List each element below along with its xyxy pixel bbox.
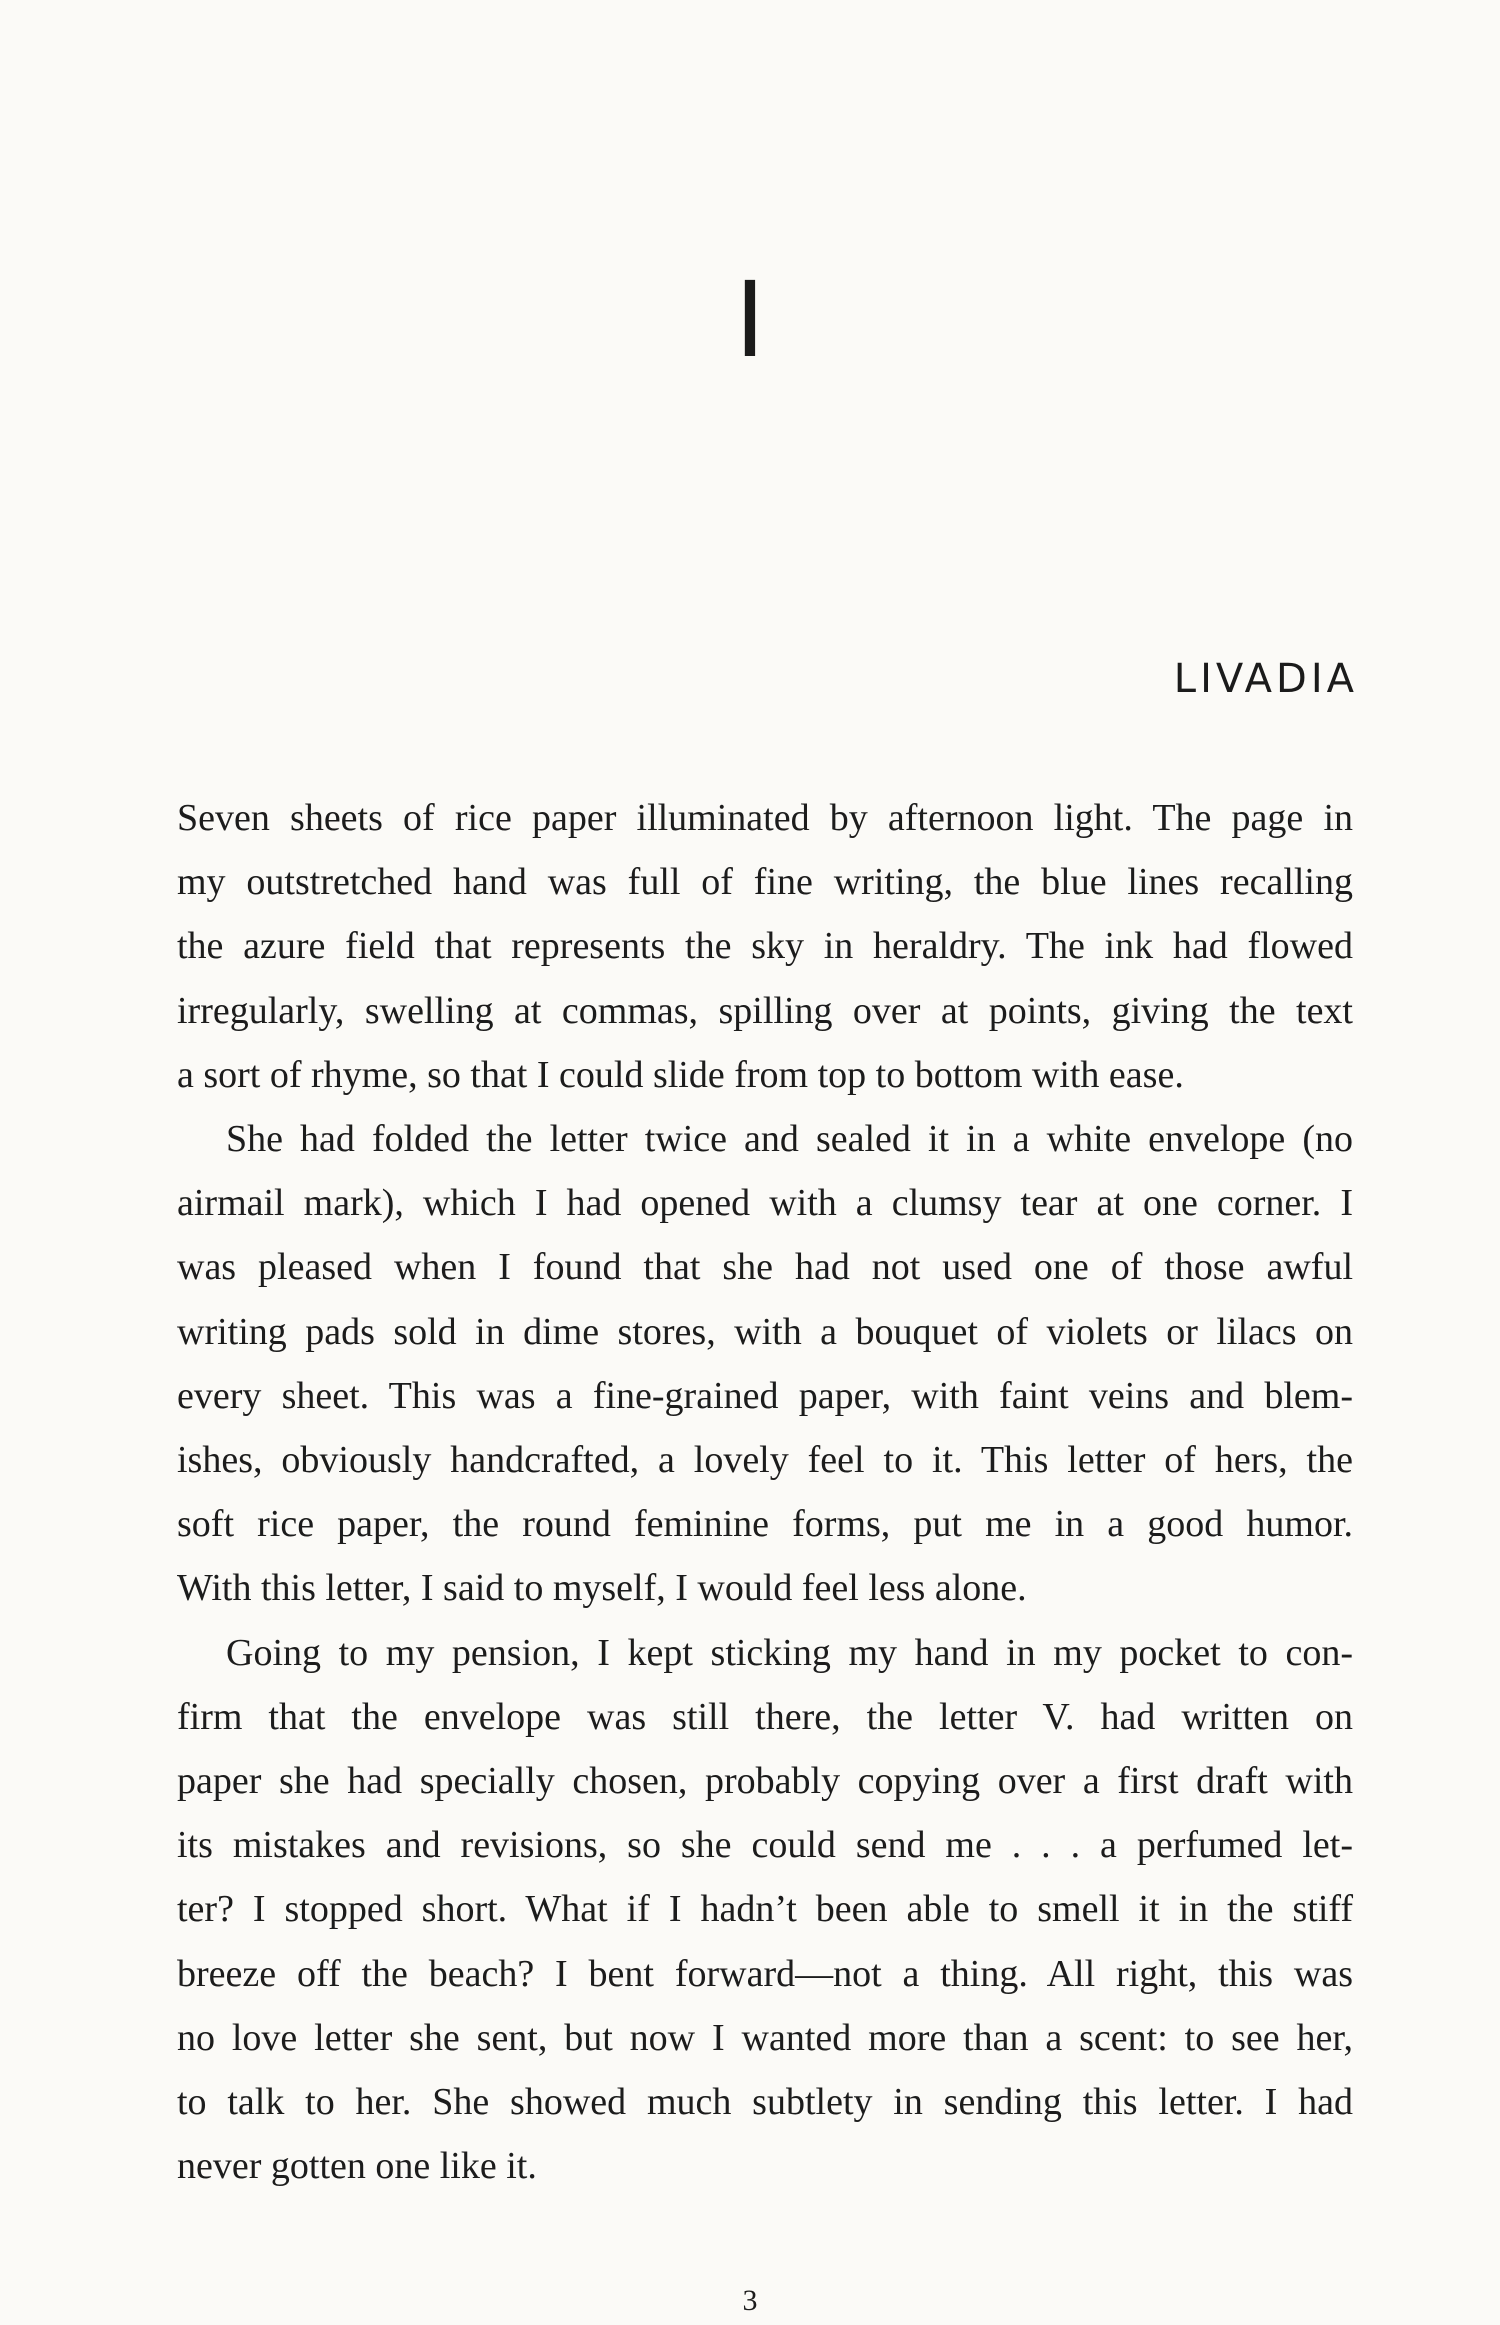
text-line: never gotten one like it. bbox=[177, 2145, 537, 2188]
text-line: Going to my pension, I kept sticking my hand in my pocket to con- bbox=[226, 1631, 1353, 1674]
text-line: was pleased when I found that she had not used one of those awful bbox=[177, 1246, 1353, 1289]
text-line: every sheet. This was a fine-grained paper, with faint veins and blem- bbox=[177, 1374, 1353, 1417]
body-text bbox=[177, 786, 1353, 2198]
text-line: ishes, obviously handcrafted, a lovely feel to it. This letter of hers, the bbox=[177, 1439, 1353, 1482]
text-line: firm that the envelope was still there, the letter V. had written on bbox=[177, 1695, 1353, 1738]
chapter-title: LIVADIA bbox=[1173, 656, 1358, 702]
text-line: airmail mark), which I had opened with a clumsy tear at one corner. I bbox=[177, 1182, 1353, 1225]
chapter-number: I bbox=[734, 259, 766, 381]
text-line: She had folded the letter twice and sealed it in a white envelope (no bbox=[226, 1118, 1353, 1161]
text-line: With this letter, I said to myself, I would feel less alone. bbox=[177, 1567, 1027, 1610]
text-line: Seven sheets of rice paper illuminated by afternoon light. The page in bbox=[177, 797, 1353, 839]
text-line: the azure field that represents the sky in heraldry. The ink had flowed bbox=[177, 925, 1353, 968]
paragraph bbox=[177, 786, 1353, 1107]
text-line: no love letter she sent, but now I wanted more than a scent: to see her, bbox=[177, 2016, 1353, 2059]
text-line: a sort of rhyme, so that I could slide from top to bottom with ease. bbox=[177, 1053, 1184, 1096]
text-line: writing pads sold in dime stores, with a bouquet of violets or lilacs on bbox=[177, 1310, 1353, 1353]
paragraph bbox=[177, 1621, 1353, 2199]
text-line: to talk to her. She showed much subtlety in sending this letter. I had bbox=[177, 2081, 1353, 2124]
text-line: ter? I stopped short. What if I hadn’t been able to smell it in the stiff bbox=[177, 1888, 1353, 1931]
paragraph bbox=[177, 1107, 1353, 1621]
text-line: irregularly, swelling at commas, spilling over at points, giving the text bbox=[177, 989, 1353, 1032]
text-line: paper she had specially chosen, probably copying over a first draft with bbox=[177, 1760, 1353, 1803]
text-line: its mistakes and revisions, so she could send me . . . a perfumed let- bbox=[177, 1824, 1353, 1867]
text-line: breeze off the beach? I bent forward—not a thing. All right, this was bbox=[177, 1952, 1353, 1995]
text-line: my outstretched hand was full of fine writing, the blue lines recalling bbox=[177, 861, 1353, 904]
text-line: soft rice paper, the round feminine forms, put me in a good humor. bbox=[177, 1503, 1353, 1546]
page-number: 3 bbox=[742, 2284, 758, 2317]
